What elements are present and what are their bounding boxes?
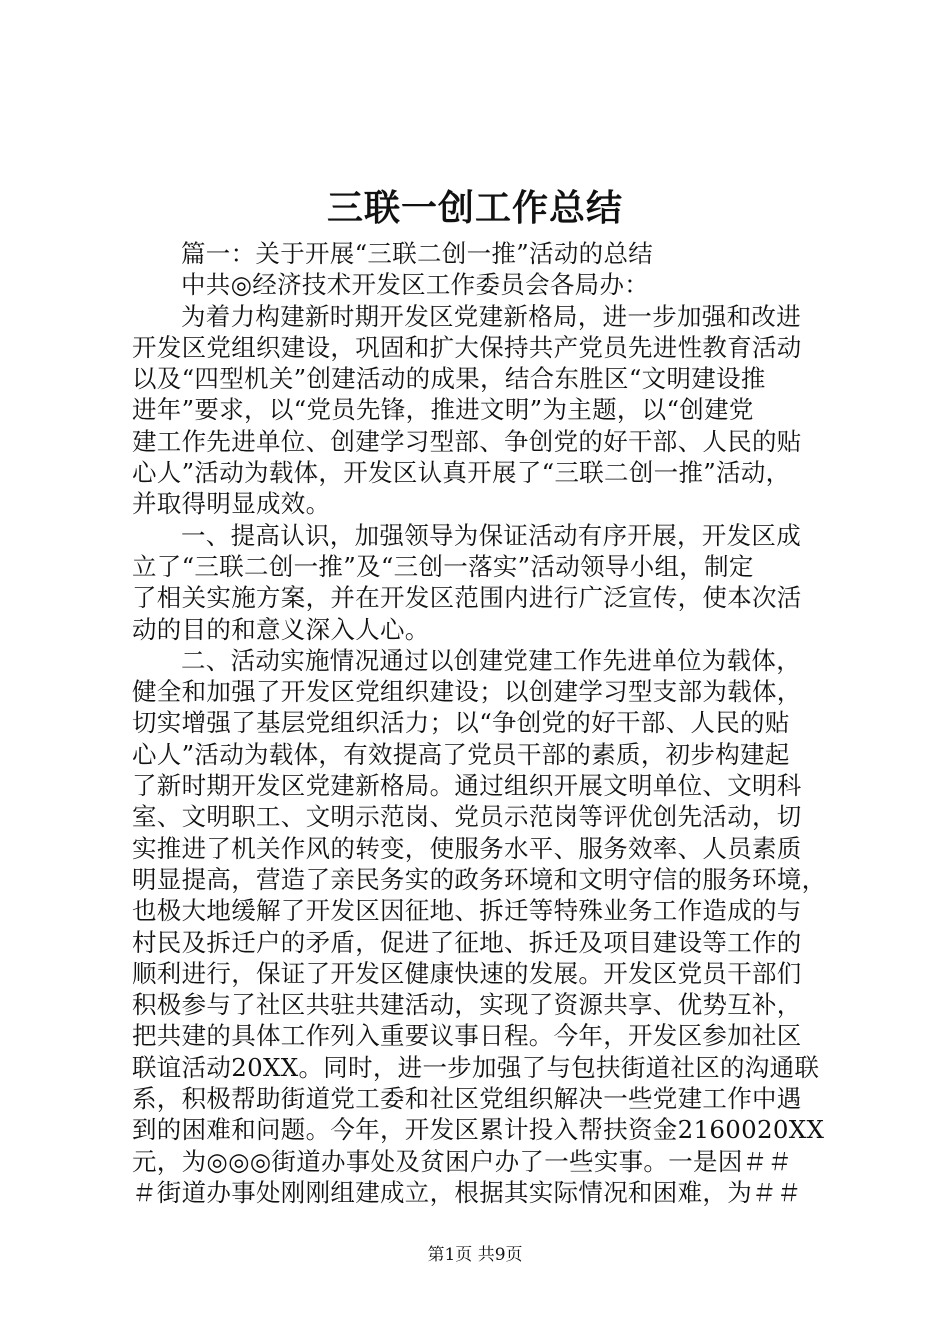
text-line: 以及“四型机关”创建活动的成果，结合东胜区“文明建设推 bbox=[132, 364, 766, 394]
text-line: ＃街道办事处刚刚组建成立，根据其实际情况和困难，为＃＃ bbox=[132, 1177, 802, 1207]
text-line: 顺利进行，保证了开发区健康快速的发展。开发区党员干部们 bbox=[132, 958, 802, 988]
text-line: 开发区党组织建设，巩固和扩大保持共产党员先进性教育活动 bbox=[132, 332, 802, 362]
text-line: 建工作先进单位、创建学习型部、争创党的好干部、人民的贴 bbox=[132, 426, 802, 456]
text-line: 联谊活动20XX。同时，进一步加强了与包扶街道社区的沟通联 bbox=[132, 1052, 820, 1082]
text-line: 到的困难和问题。今年，开发区累计投入帮扶资金2160020XX bbox=[132, 1115, 825, 1145]
text-line: 一、提高认识，加强领导为保证活动有序开展，开发区成 bbox=[181, 520, 801, 550]
document-title: 三联一创工作总结 bbox=[326, 187, 623, 229]
text-line: 并取得明显成效。 bbox=[132, 489, 331, 519]
text-line: 实推进了机关作风的转变，使服务水平、服务效率、人员素质 bbox=[132, 833, 802, 863]
page-footer: 第1页 共9页 bbox=[427, 1245, 523, 1265]
text-line: 篇一：关于开展“三联二创一推”活动的总结 bbox=[181, 239, 654, 268]
text-line: 村民及拆迁户的矛盾，促进了征地、拆迁及项目建设等工作的 bbox=[132, 927, 802, 957]
text-line: 也极大地缓解了开发区因征地、拆迁等特殊业务工作造成的与 bbox=[132, 896, 802, 926]
text-line: 动的目的和意义深入人心。 bbox=[132, 614, 430, 644]
text-line: 心人”活动为载体，有效提高了党员干部的素质，初步构建起 bbox=[132, 739, 790, 769]
text-line: 立了“三联二创一推”及“三创一落实”活动领导小组，制定 bbox=[132, 551, 754, 581]
text-line: 心人”活动为载体，开发区认真开展了“三联二创一推”活动， bbox=[132, 458, 791, 488]
text-line: 健全和加强了开发区党组织建设；以创建学习型支部为载体， bbox=[132, 677, 802, 707]
text-line: 系，积极帮助街道党工委和社区党组织解决一些党建工作中遇 bbox=[132, 1084, 802, 1114]
text-line: 把共建的具体工作列入重要议事日程。今年，开发区参加社区 bbox=[132, 1021, 802, 1051]
text-line: 切实增强了基层党组织活力；以“争创党的好干部、人民的贴 bbox=[132, 708, 790, 738]
text-line: 元，为◎◎◎街道办事处及贫困户办了一些实事。一是因＃＃ bbox=[132, 1146, 793, 1176]
text-line: 二、活动实施情况通过以创建党建工作先进单位为载体， bbox=[181, 645, 801, 675]
text-line: 进年”要求，以“党员先锋，推进文明”为主题，以“创建党 bbox=[132, 395, 754, 425]
text-line: 积极参与了社区共驻共建活动，实现了资源共享、优势互补， bbox=[132, 990, 802, 1020]
document-body bbox=[132, 238, 852, 1208]
text-line: 中共◎经济技术开发区工作委员会各局办： bbox=[181, 270, 650, 300]
text-line: 明显提高，营造了亲民务实的政务环境和文明守信的服务环境， bbox=[132, 864, 827, 894]
text-line: 了相关实施方案，并在开发区范围内进行广泛宣传，使本次活 bbox=[132, 583, 802, 613]
text-line: 了新时期开发区党建新格局。通过组织开展文明单位、文明科 bbox=[132, 771, 802, 801]
text-line: 为着力构建新时期开发区党建新格局，进一步加强和改进 bbox=[181, 301, 801, 331]
text-line: 室、文明职工、文明示范岗、党员示范岗等评优创先活动，切 bbox=[132, 802, 802, 832]
